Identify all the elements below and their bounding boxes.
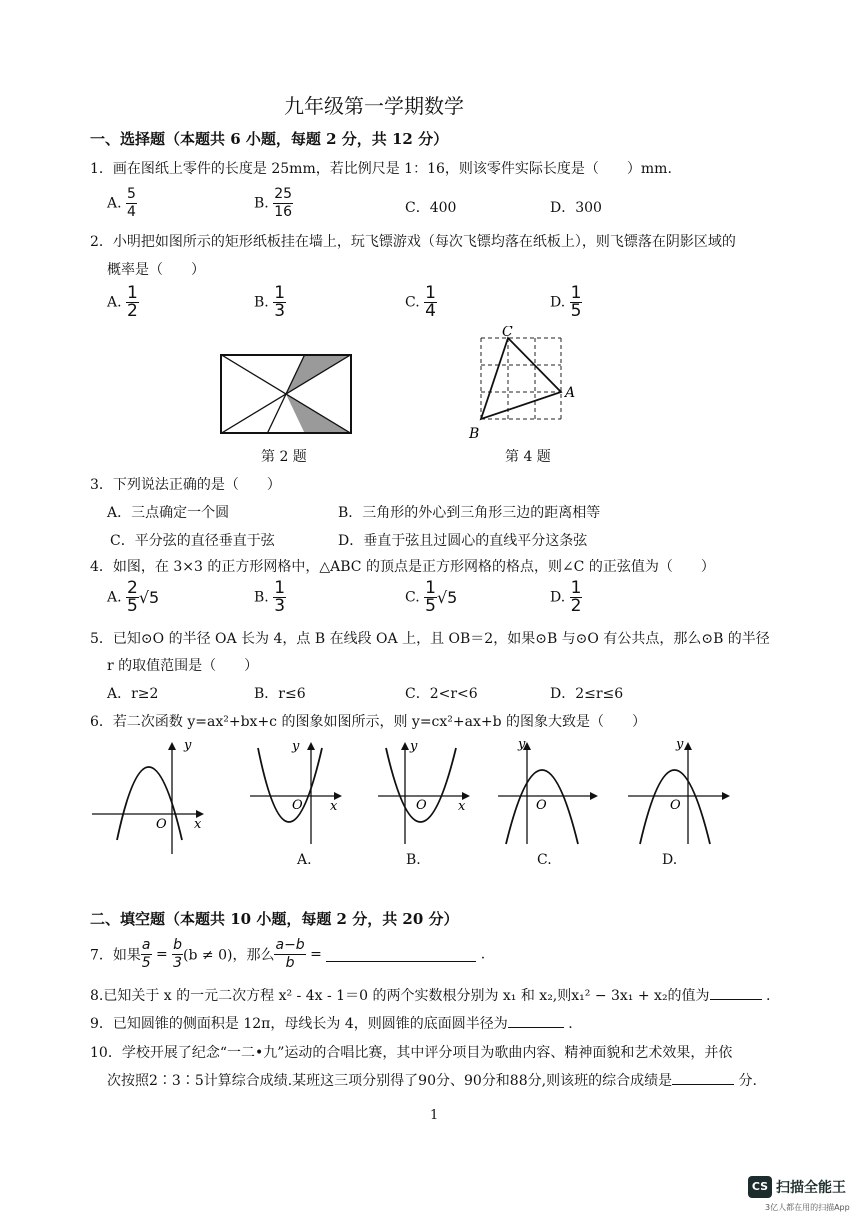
option-label: D. [550,294,566,311]
question-10-line2 [107,1070,757,1090]
origin-label: O [156,817,167,832]
q1-option-d: D．300 [550,200,602,216]
fraction [570,580,583,615]
origin-label: O [670,798,681,813]
numerator: a [141,937,151,953]
numerator: 1 [425,283,436,303]
q9-text: 9．已知圆锥的侧面积是 12π，母线长为 4，则圆锥的底面圆半径为 [90,1016,508,1032]
fraction [273,285,286,320]
denominator: 5 [127,596,138,616]
question-7 [90,937,485,972]
figure-2-rectangle-dartboard [220,354,352,434]
q10-text: 次按照2∶3∶5计算综合成绩.某班这三项分别得了90分、90分和88分,则该班的综合成绩是 [107,1073,673,1089]
q10-unit: 分. [738,1073,757,1089]
fraction [273,186,293,221]
numerator: 25 [274,186,293,202]
q6-option-d-graph [626,736,738,848]
root-five: √5 [138,588,160,607]
q1-option-b [254,186,293,221]
answer-blank-q7[interactable] [326,947,476,962]
y-axis-label: y [676,737,684,752]
q4-option-d [550,580,582,615]
q7-condition: (b ≠ 0)，那么 [183,947,275,964]
fraction [126,580,139,615]
q7-prefix: 7．如果 [90,947,141,964]
denominator: 5 [570,301,582,321]
parabola-curve [258,748,322,822]
answer-blank-q8[interactable] [710,985,762,1000]
q4-option-a [107,580,159,615]
denominator: 2 [570,596,582,616]
q6-option-d-label: D. [662,852,678,868]
q6-option-b-graph [376,736,476,848]
q6-option-a-label: A. [297,852,312,868]
vertex-label-a: A [565,385,576,401]
question-8 [90,985,770,1005]
q5-option-b: B．r≤6 [254,686,306,702]
x-axis-arrow [590,792,598,800]
option-label: A. [107,195,122,212]
question-5-text-line1: 5．已知⊙O 的半径 OA 长为 4，点 B 在线段 OA 上，且 OB＝2，如果⊙B 与⊙O 有公共点，那么⊙B 的半径 [90,631,770,647]
numerator: 1 [570,578,582,598]
y-axis-arrow [401,742,409,750]
fraction-a-minus-b-over-b [274,937,305,972]
fraction [126,285,139,320]
denominator: 2 [127,301,138,321]
q3-option-d: D．垂直于弦且过圆心的直线平分这条弦 [338,533,588,549]
q2-option-d [550,285,582,320]
fraction [126,186,137,221]
option-label: B. [254,294,269,311]
q5-option-a: A．r≥2 [107,686,159,702]
q6-given-parabola-graph [90,736,212,856]
denominator: 4 [425,301,436,321]
question-2-text-line1: 2．小明把如图所示的矩形纸板挂在墙上，玩飞镖游戏（每次飞镖均落在纸板上），则飞镖落在阴影区域的 [90,234,736,250]
numerator: 1 [274,283,286,303]
brand-tagline: 3亿人都在用的扫描App [765,1203,850,1212]
period: . [766,988,771,1004]
denominator: 3 [173,955,183,971]
question-4-text: 4．如图，在 3×3 的正方形网格中，△ABC 的顶点是正方形网格的格点，则∠C 的正弦值为（ ） [90,559,715,575]
denominator: b [285,955,295,971]
denominator: 5 [425,596,436,616]
question-3-text: 3．下列说法正确的是（ ） [90,477,281,493]
numerator: 1 [274,578,286,598]
denominator: 16 [274,204,293,220]
q3-option-c: C．平分弦的直径垂直于弦 [110,533,275,549]
section-heading-choice: 一、选择题（本题共 6 小题，每题 2 分，共 12 分） [90,130,449,148]
y-axis-label: y [410,739,418,754]
vertex-label-c: C [502,326,513,340]
figure-2-caption: 第 2 题 [261,449,307,465]
option-label: B. [254,195,269,212]
q1-option-a [107,186,137,221]
q2-option-c [405,285,437,320]
brand-name: 扫描全能王 [776,1180,846,1196]
root-five: √5 [436,588,458,607]
q6-option-c-graph [496,736,606,848]
period: . [480,946,486,963]
y-axis-arrow [684,742,692,750]
answer-blank-q9[interactable] [508,1013,564,1028]
question-5-text-line2: r 的取值范围是（ ） [107,658,259,674]
fraction [570,285,583,320]
denominator: 5 [141,955,151,971]
denominator: 4 [127,204,136,220]
x-axis-label: x [330,799,338,814]
q8-text: 8.已知关于 x 的一元二次方程 x² - 4x - 1＝0 的两个实数根分别为 x₁ 和 x₂,则x₁² − 3x₁ + x₂的值为 [90,988,710,1004]
origin-label: O [292,798,303,813]
question-1-text: 1．画在图纸上零件的长度是 25mm，若比例尺是 1：16，则该零件实际长度是（ ）mm. [90,161,672,177]
origin-label: O [416,798,427,813]
x-axis-label: x [458,799,466,814]
question-9 [90,1013,573,1033]
option-label: C. [405,589,420,606]
center-line [267,354,305,434]
numerator: b [173,937,183,953]
x-axis-label: x [194,817,202,832]
q5-option-c: C．2<r<6 [405,686,478,702]
numerator: a−b [275,937,305,953]
q4-option-c [405,580,457,615]
equals-sign: = [310,946,322,963]
answer-blank-q10[interactable] [672,1070,734,1085]
numerator: 1 [127,283,138,303]
page-title: 九年级第一学期数学 [284,94,464,118]
option-label: D. [550,589,566,606]
page-number: 1 [430,1108,439,1123]
q4-option-b [254,580,286,615]
numerator: 1 [570,283,582,303]
numerator: 2 [127,578,138,598]
q1-option-c: C．400 [405,200,457,216]
q3-option-b: B．三角形的外心到三角形三边的距离相等 [338,505,601,521]
q6-option-c-label: C. [537,852,552,868]
vertex-label-b: B [469,426,480,442]
option-label: A. [107,589,122,606]
option-label: B. [254,589,269,606]
q2-option-a [107,285,139,320]
numerator: 1 [425,578,436,598]
y-axis-arrow [307,742,315,750]
fraction [273,580,286,615]
fraction-a-over-5 [141,937,152,972]
q6-option-b-label: B. [406,852,421,868]
option-label: C. [405,294,420,311]
y-axis-label: y [184,738,192,753]
y-axis-label: y [518,737,526,752]
question-6-text: 6．若二次函数 y=ax²+bx+c 的图象如图所示，则 y=cx²+ax+b 的图象大致是（ ） [90,714,647,730]
option-label: A. [107,294,122,311]
y-axis-arrow [168,742,176,750]
fraction-b-over-3 [172,937,183,972]
section-heading-fill-in: 二、填空题（本题共 10 小题，每题 2 分，共 20 分） [90,910,459,928]
figure-4-grid-triangle [466,326,586,444]
fraction [424,580,437,615]
x-axis-arrow [722,792,730,800]
numerator: 5 [127,186,136,202]
q5-option-d: D．2≤r≤6 [550,686,624,702]
triangle-abc [481,338,561,419]
denominator: 3 [274,596,286,616]
question-2-text-line2: 概率是（ ） [107,262,205,278]
question-10-line1: 10．学校开展了纪念“一二•九”运动的合唱比赛，其中评分项目为歌曲内容、精神面貌和艺术效果，并依 [90,1045,733,1061]
q2-option-b [254,285,286,320]
fraction [424,285,437,320]
q6-option-a-graph [248,736,348,848]
period: . [568,1016,573,1032]
q3-option-a: A．三点确定一个圆 [107,505,230,521]
figure-4-caption: 第 4 题 [505,449,551,465]
camscanner-logo: CS [748,1176,772,1198]
equals-sign: = [155,946,168,963]
y-axis-label: y [292,739,300,754]
origin-label: O [536,798,547,813]
denominator: 3 [274,301,286,321]
